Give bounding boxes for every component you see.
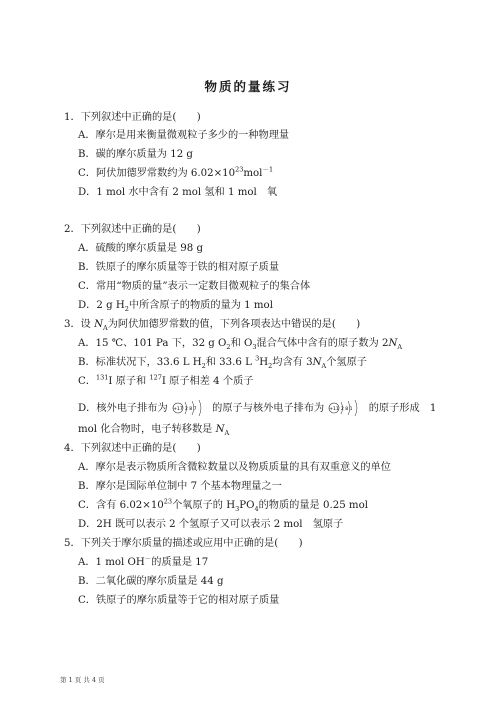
q5-option-a: A．1 mol OH－的质量是 17: [78, 554, 209, 568]
page-title: 物质的量练习: [204, 79, 292, 94]
q4-option-c: C．含有 $6.02\times 10^{23}$个氧原子的 $H_3PO_4$的物质的量是 0.25 mol: [78, 497, 368, 514]
nucleus-charge: +17: [173, 407, 183, 412]
q3-option-d-continued: mol 化合物时，电子转移数是 $N_A$: [78, 424, 230, 438]
q1-option-d: D．1 mol 水中含有 2 mol 氢和 1 mol 氧: [78, 187, 278, 198]
shell-electron-counts: 2 8 1: [341, 407, 353, 412]
q3-stem: 3．设 $N_A$为阿伏加德罗常数的值，下列各项表达中错误的是( ): [64, 319, 361, 333]
electron-shell: [199, 400, 201, 416]
q2-option-d: D．2 g $H_2$中所含原子的物质的量为 1 mol: [78, 300, 273, 314]
q3-option-a: A．15 ℃、101 Pa 下，32 g $O_2$和 $O_3$混合气体中含有的原子数为 $2N_A$: [78, 338, 403, 352]
q1-stem: 1．下列叙述中正确的是( ): [64, 112, 201, 123]
q3-option-b: B．标准状况下，33.6 L $H_2$和 33.6 L $^3H_2$均含有 $3N_A$个氢原子: [78, 354, 367, 371]
q5-option-b: B．二氧化碳的摩尔质量是 44 g: [78, 576, 224, 587]
q3-option-c: C．$^{131}$I 原子和 $^{127}$I 原子相差 4 个质子: [78, 373, 254, 387]
q4-option-a: A．摩尔是表示物质所含微粒数量以及物质质量的具有双重意义的单位: [78, 462, 391, 473]
page-footer: 第 1 页 共 4 页: [60, 676, 105, 684]
q2-stem: 2．下列叙述中正确的是( ): [64, 224, 201, 235]
q2-option-a: A．硫酸的摩尔质量是 98 g: [78, 243, 204, 254]
q1-option-a: A．摩尔是用来衡量微观粒子多少的一种物理量: [78, 130, 290, 141]
q5-stem: 5．下列关于摩尔质量的描述或应用中正确的是( ): [64, 538, 303, 549]
q5-option-c: C．铁原子的摩尔质量等于它的相对原子质量: [78, 595, 280, 606]
q2-option-c: C．常用“物质的量”表示一定数目微观粒子的集合体: [78, 281, 311, 292]
q2-option-b: B．铁原子的摩尔质量等于铁的相对原子质量: [78, 262, 280, 273]
shell-electron-counts: 2 8 7: [184, 407, 197, 412]
q3-option-d: D．核外电子排布为 +17 2 8 7 的原子与核外电子排布为 +11 2 8 1 的原子形成 1: [78, 397, 436, 421]
atom-diagram-sodium: [328, 398, 364, 418]
q4-option-d: D．2H 既可以表示 2 个氢原子又可以表示 2 mol 氢原子: [78, 519, 344, 530]
q1-option-b: B．碳的摩尔质量为 12 g: [78, 149, 193, 160]
atom-diagram-chlorine: [172, 398, 208, 418]
nucleus-charge: +11: [329, 407, 340, 412]
electron-shell: [355, 400, 357, 416]
q4-option-b: B．摩尔是国际单位制中 7 个基本物理量之一: [78, 481, 282, 492]
q4-stem: 4．下列叙述中正确的是( ): [64, 443, 201, 454]
q1-option-c: C．阿伏加德罗常数约为 $6.02\times 10^{23}mol^{-1}$: [78, 165, 274, 179]
